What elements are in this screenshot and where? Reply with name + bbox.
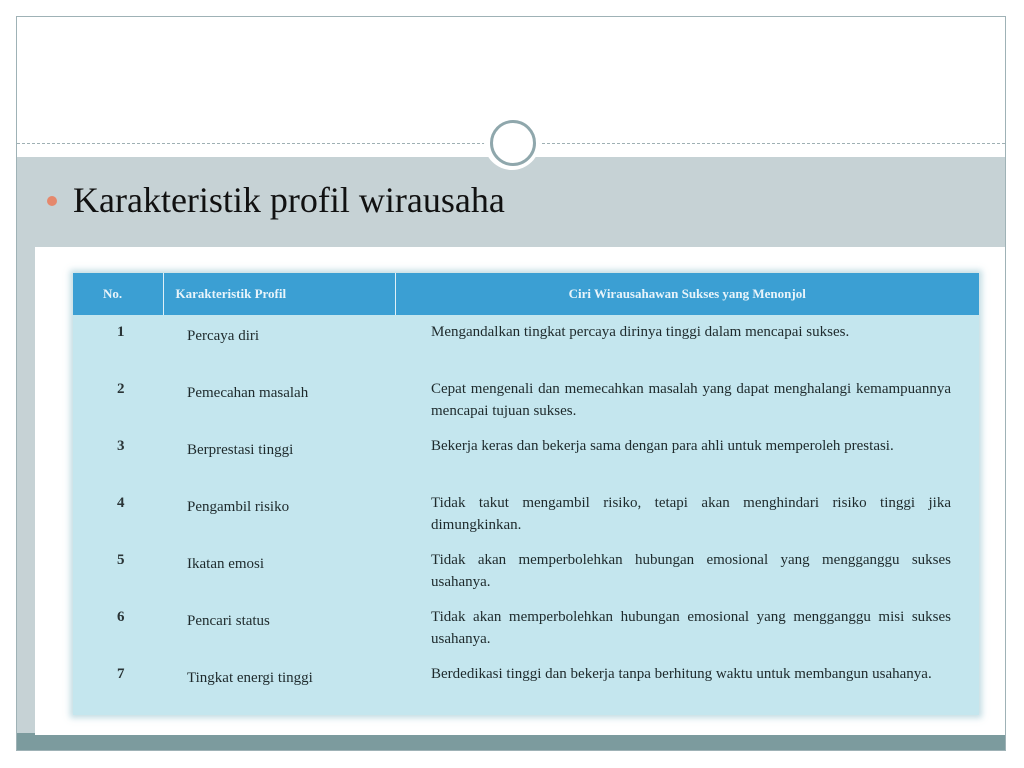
row-description: Bekerja keras dan bekerja sama dengan para ahli untuk memperoleh prestasi.	[431, 438, 894, 454]
table-row	[73, 543, 979, 600]
row-no: 3	[117, 438, 125, 454]
bottom-bar	[17, 733, 1005, 750]
header-no: No.	[73, 273, 163, 315]
row-characteristic: Ikatan emosi	[187, 556, 265, 572]
row-no: 2	[117, 381, 125, 397]
table-image-frame	[35, 247, 1006, 735]
row-no: 5	[117, 552, 125, 568]
slide	[16, 16, 1006, 751]
row-no: 4	[117, 495, 125, 511]
row-description: Tidak akan memperbolehkan hubungan emosional yang mengganggu sukses usahanya.	[431, 552, 951, 590]
row-description: Berdedikasi tinggi dan bekerja tanpa berhitung waktu untuk membangun usahanya.	[431, 666, 932, 682]
profile-table	[73, 273, 979, 714]
bullet-text: Karakteristik profil wirausaha	[73, 180, 505, 220]
row-characteristic: Berprestasi tinggi	[187, 442, 294, 458]
row-description: Mengandalkan tingkat percaya dirinya tinggi dalam mencapai sukses.	[431, 324, 850, 340]
table-row	[73, 429, 979, 486]
row-description: Cepat mengenali dan memecahkan masalah yang dapat menghalangi kemampuannya mencapai tujuan sukses.	[431, 381, 951, 419]
table-row	[73, 486, 979, 543]
row-characteristic: Percaya diri	[187, 328, 260, 344]
header-description: Ciri Wirausahawan Sukses yang Menonjol	[395, 273, 979, 315]
table-row	[73, 657, 979, 714]
row-characteristic: Tingkat energi tinggi	[187, 670, 313, 686]
row-description: Tidak akan memperbolehkan hubungan emosional yang mengganggu misi sukses usahanya.	[431, 609, 951, 647]
row-no: 7	[117, 666, 125, 682]
row-no: 1	[117, 324, 125, 340]
entrepreneur-profile-table-image	[73, 273, 979, 715]
bullet-dot-icon	[47, 196, 57, 206]
table-row	[73, 315, 979, 372]
row-no: 6	[117, 609, 125, 625]
bullet-item	[47, 179, 505, 221]
row-characteristic: Pemecahan masalah	[187, 385, 309, 401]
table-row	[73, 600, 979, 657]
header-characteristic: Karakteristik Profil	[163, 273, 395, 315]
row-description: Tidak takut mengambil risiko, tetapi akan menghindari risiko tinggi jika dimungkinkan.	[431, 495, 951, 533]
divider-circle-ornament	[484, 114, 540, 170]
row-characteristic: Pengambil risiko	[187, 499, 290, 515]
table-row	[73, 372, 979, 429]
table-header-row	[73, 273, 979, 315]
circle-ring-icon	[490, 120, 536, 166]
row-characteristic: Pencari status	[187, 613, 270, 629]
